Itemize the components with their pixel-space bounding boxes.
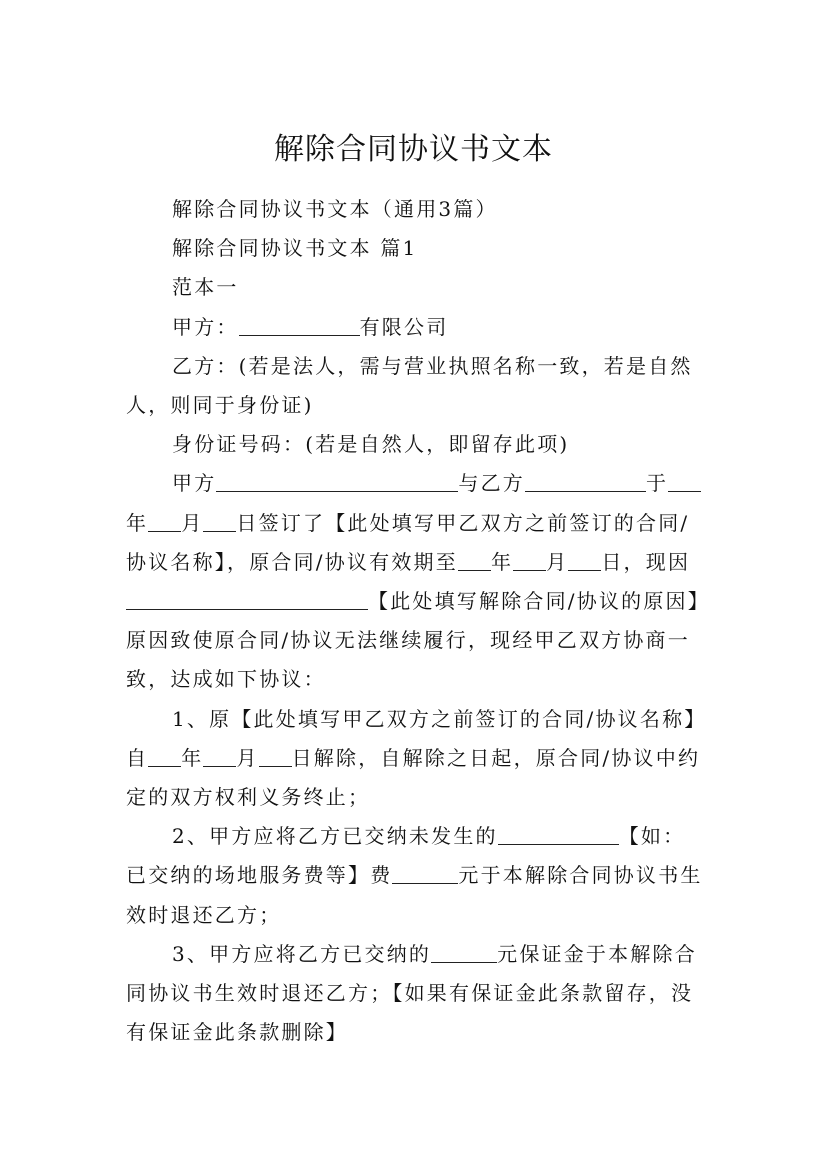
fill-in-blank [239,313,360,336]
document-title: 解除合同协议书文本 [274,132,553,168]
fill-in-blank [148,509,181,532]
fill-in-blank [392,861,458,884]
fill-in-blank [216,469,458,492]
fill-in-blank [513,548,546,571]
fill-in-blank [126,587,368,610]
clause-2: 2、甲方应将乙方已交纳未发生的 【如：已交纳的场地服务费等】费 元于本解除合同协议书生效时退还乙方； [126,824,703,927]
fill-in-blank [458,548,491,571]
id-number-line: 身份证号码：(若是自然人，即留存此项) [172,432,570,457]
fill-in-blank [668,469,701,492]
fill-in-blank [203,509,236,532]
document-body [126,190,706,1052]
template-label: 范本一 [172,275,239,300]
agreement-intro: 甲方 与乙方 于年 月 日签订了【此处填写甲乙双方之前签订的合同/协议名称】，原合同/协议有效期至 年 月 日，现因【此处填写解除合同/协议的原因】原因致使原合同/协议无法继续履行，现经甲乙双方协商一致，达成如下协议： [126,471,700,692]
fill-in-blank [259,744,292,767]
fill-in-blank [431,940,497,963]
clause-3: 3、甲方应将乙方已交纳的 元保证金于本解除合同协议书生效时退还乙方；【如果有保证金此条款留存，没有保证金此条款删除】 [126,941,697,1045]
fill-in-blank [148,744,181,767]
doc-heading: 解除合同协议书文本（通用3篇） [172,197,498,221]
fill-in-blank [525,469,646,492]
party-a-line: 甲方： 有限公司 [172,314,449,339]
party-b-line: 乙方：(若是法人，需与营业执照名称一致，若是自然人，则同于身份证) [126,353,693,418]
clause-1: 1、原【此处填写甲乙双方之前签订的合同/协议名称】自 年 月 日解除，自解除之日起，原合同/协议中约定的双方权利义务终止； [126,706,701,810]
fill-in-blank [498,822,619,845]
section-heading: 解除合同协议书文本 篇1 [172,236,418,261]
fill-in-blank [203,744,236,767]
fill-in-blank [568,548,601,571]
